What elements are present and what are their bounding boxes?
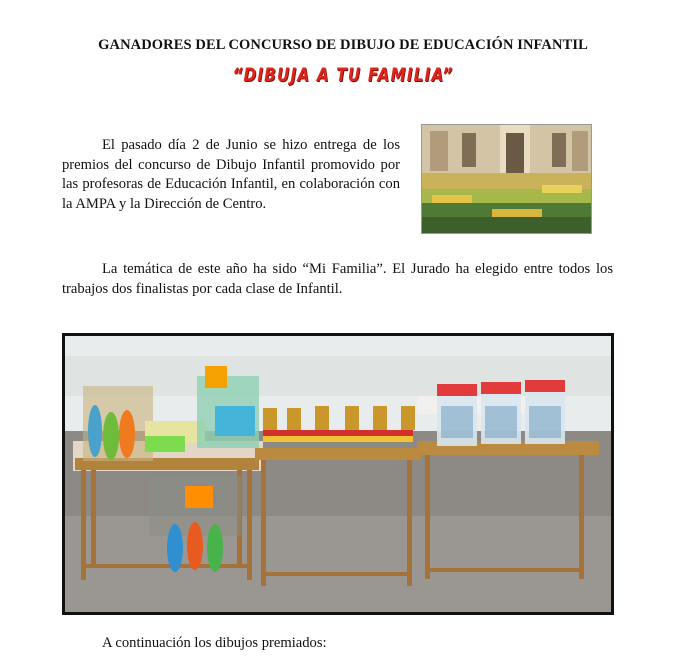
prizes-photo <box>62 333 614 615</box>
group-photo <box>421 124 592 234</box>
winners-intro-paragraph: A continuación los dibujos premiados: <box>102 635 327 651</box>
contest-title: “DIBUJA A TU FAMILIA” <box>232 64 454 86</box>
intro-paragraph: El pasado día 2 de Junio se hizo entrega de los premios del concurso de Dibujo Infantil promovido por las profesoras de Educación Infantil, en colaboración con la AMPA y la Dirección de Centro. <box>62 137 400 212</box>
page-heading: GANADORES DEL CONCURSO DE DIBUJO DE EDUCACIÓN INFANTIL <box>98 37 588 53</box>
theme-paragraph: La temática de este año ha sido “Mi Familia”. El Jurado ha elegido entre todos los trabajos dos finalistas por cada clase de Infantil. <box>62 261 613 297</box>
